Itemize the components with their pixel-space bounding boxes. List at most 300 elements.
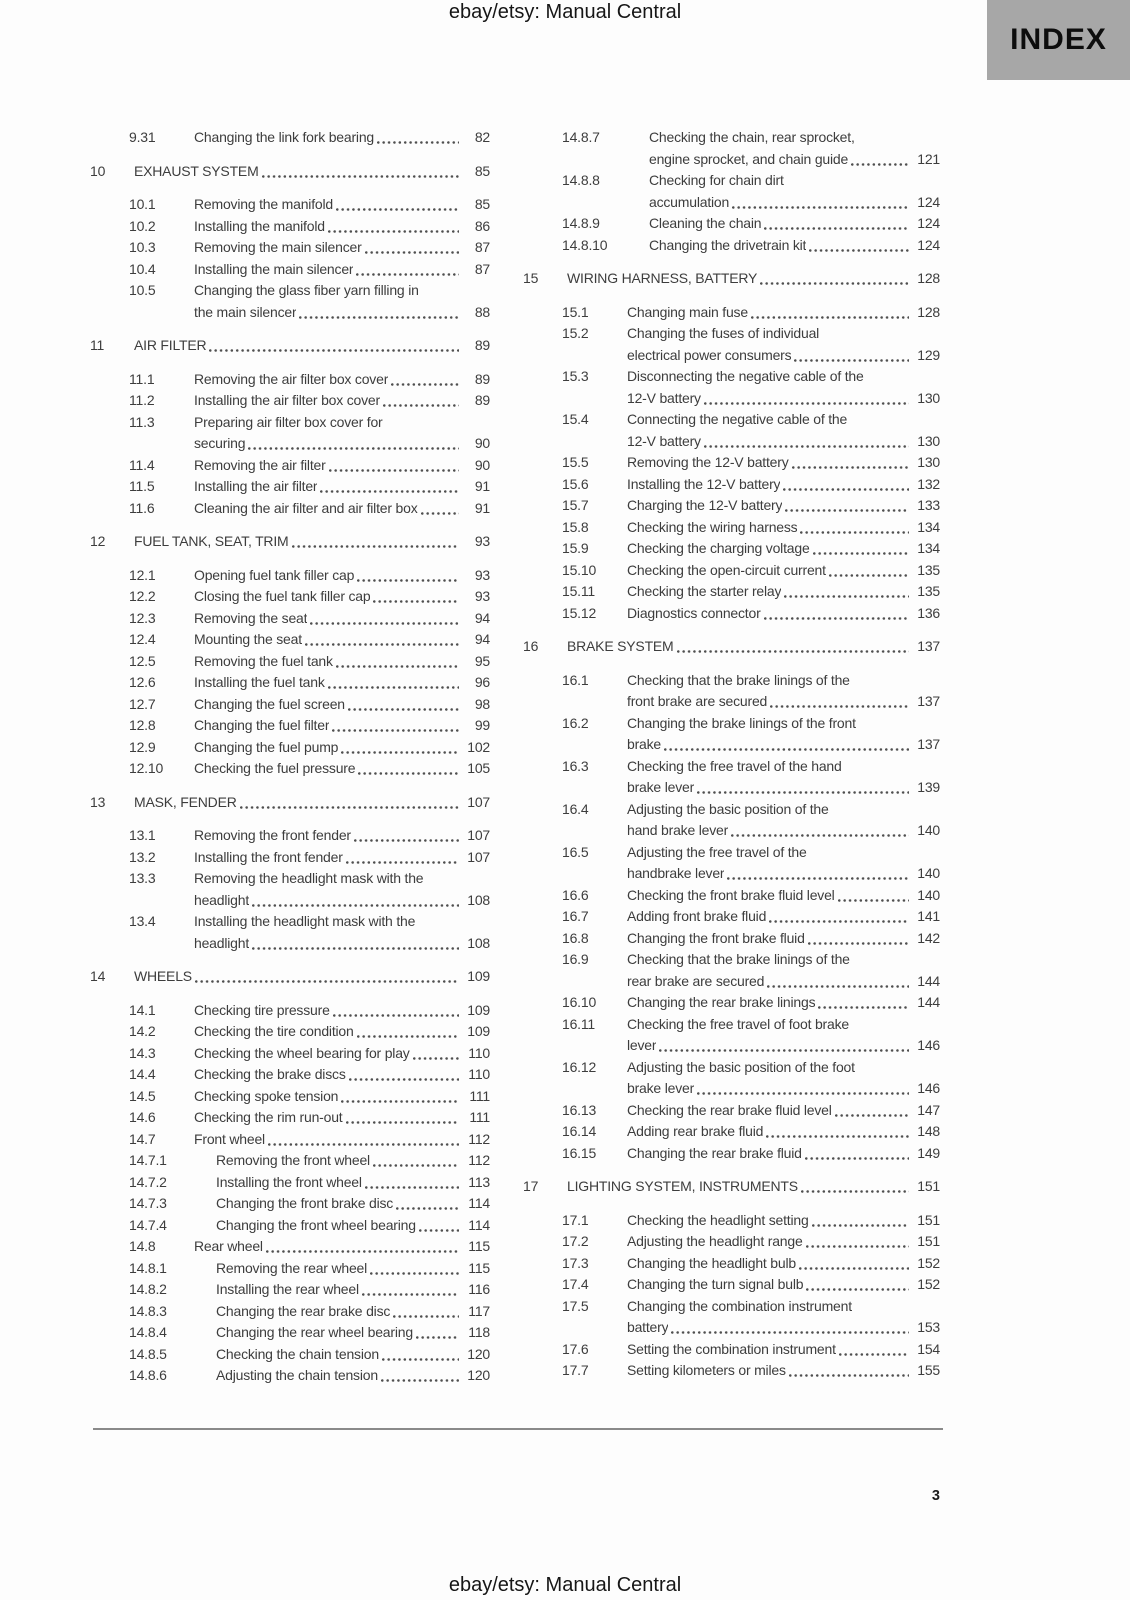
toc-entry	[90, 825, 490, 847]
toc-entry-title: 12-V battery	[627, 432, 701, 449]
toc-entry	[90, 369, 490, 391]
toc-entry-title: BRAKE SYSTEM	[567, 638, 674, 654]
toc-section-heading	[90, 335, 490, 357]
dot-leader	[805, 1157, 909, 1160]
toc-entry-content	[627, 603, 940, 625]
dot-leader	[809, 249, 909, 252]
toc-page-number: 124	[917, 215, 940, 231]
toc-page-number: 87	[474, 239, 490, 255]
toc-entry-number: 17.1	[562, 1211, 589, 1228]
toc-entry	[90, 737, 490, 759]
toc-entry-content	[194, 694, 490, 716]
toc-entry-number: 12.3	[129, 609, 156, 626]
toc-entry	[523, 906, 940, 928]
toc-entry-number: 15.11	[562, 583, 595, 599]
toc-entry-content	[567, 636, 940, 658]
toc-page-number: 139	[917, 779, 940, 795]
toc-entry-number: 15.10	[562, 561, 597, 578]
toc-entry-number: 17.4	[562, 1276, 589, 1292]
toc-entry	[90, 1064, 490, 1086]
toc-entry	[523, 495, 940, 517]
toc-entry	[523, 992, 940, 1014]
toc-page-number: 113	[468, 1173, 490, 1190]
toc-entry-number: 12.6	[129, 674, 156, 690]
toc-page-number: 108	[467, 891, 490, 908]
toc-entry-content	[194, 715, 490, 737]
toc-entry-title: Installing the 12-V battery	[627, 475, 781, 492]
toc-entry-content	[627, 928, 940, 950]
toc-page-number: 91	[474, 478, 490, 494]
toc-page-number: 111	[469, 1109, 490, 1125]
toc-page-number: 133	[917, 497, 940, 513]
toc-page-number: 108	[467, 934, 490, 951]
dot-leader	[341, 751, 459, 754]
toc-entry-title: Checking the wiring harness	[627, 518, 798, 535]
toc-entry-content	[194, 1086, 490, 1108]
toc-page-number: 128	[917, 270, 940, 286]
dot-leader	[381, 1379, 459, 1382]
toc-entry-title: Checking the chain tension	[216, 1345, 379, 1362]
toc-entry-title: front brake are secured	[627, 693, 768, 709]
dot-leader	[248, 447, 459, 450]
toc-entry-content	[627, 474, 940, 496]
dot-leader	[812, 1224, 909, 1227]
toc-entry	[90, 586, 490, 608]
toc-entry-content	[627, 1100, 940, 1122]
toc-entry-content	[216, 1365, 490, 1387]
toc-entry-number: 14.8.5	[129, 1345, 167, 1362]
toc-entry-number: 17.7	[562, 1362, 589, 1378]
toc-entry-number: 12.10	[129, 760, 164, 776]
toc-entry-title: Changing the fuel pump	[194, 738, 339, 755]
dot-leader	[799, 1267, 909, 1270]
dot-leader	[808, 942, 909, 945]
toc-page-number: 111	[469, 1087, 490, 1104]
toc-entry-title: Removing the manifold	[194, 196, 333, 212]
dot-leader	[396, 1207, 459, 1210]
toc-entry-title: Checking the fuel pressure	[194, 760, 356, 776]
toc-page-number: 149	[917, 1144, 940, 1161]
toc-entry-title: Adjusting the headlight range	[627, 1233, 803, 1249]
toc-entry-content	[194, 369, 490, 391]
toc-entry-content	[627, 1296, 940, 1339]
dot-leader	[413, 1057, 459, 1060]
toc-entry-number: 14.8.9	[562, 215, 600, 231]
toc-entry-title: the main silencer	[194, 303, 297, 320]
toc-entry-number: 11.4	[129, 456, 155, 473]
toc-entry-title: Checking the open-circuit current	[627, 561, 826, 578]
toc-page-number: 128	[917, 303, 940, 320]
toc-entry	[523, 1360, 940, 1382]
toc-entry-title: Changing the rear brake disc	[216, 1302, 391, 1319]
toc-entry-number: 14.8.8	[562, 172, 600, 188]
dot-leader	[365, 1186, 459, 1189]
toc-entry-number: 12.5	[129, 652, 156, 669]
dot-leader	[373, 1164, 459, 1167]
toc-page-number: 105	[467, 760, 490, 776]
toc-entry-title: 12-V battery	[627, 389, 701, 406]
toc-entry	[523, 603, 940, 625]
toc-page-number: 90	[474, 435, 490, 451]
toc-page-number: 89	[474, 370, 490, 387]
toc-entry-title: Diagnostics connector	[627, 604, 761, 621]
toc-entry-number: 14.8.6	[129, 1367, 167, 1383]
toc-entry-number: 14.2	[129, 1023, 156, 1039]
toc-page-number: 136	[917, 604, 940, 621]
toc-entry-number: 15.1	[562, 303, 589, 320]
toc-page-number: 109	[467, 968, 490, 984]
dot-leader	[785, 509, 909, 512]
page-header-title: ebay/etsy: Manual Central	[448, 1, 682, 23]
toc-entry	[523, 670, 940, 713]
toc-entry	[523, 323, 940, 366]
toc-page-number: 117	[468, 1302, 490, 1319]
toc-section-heading	[523, 636, 940, 658]
toc-page-number: 148	[917, 1123, 940, 1139]
toc-entry	[90, 1258, 490, 1280]
toc-entry	[523, 1210, 940, 1232]
toc-entry-title: Checking the rim run-out	[194, 1109, 343, 1125]
toc-entry-number: 17.2	[562, 1233, 589, 1249]
toc-entry-title: Removing the main silencer	[194, 239, 362, 255]
toc-entry-content	[216, 1193, 490, 1215]
toc-page-number: 102	[467, 738, 490, 755]
toc-entry-title: Changing the turn signal bulb	[627, 1276, 804, 1292]
toc-page-number: 140	[917, 822, 940, 838]
toc-entry-number: 11.6	[129, 499, 155, 516]
toc-entry-number: 14.8	[129, 1238, 156, 1254]
toc-page-number: 114	[468, 1195, 490, 1211]
toc-entry	[90, 1236, 490, 1258]
toc-page-number: 110	[468, 1066, 490, 1082]
toc-column-right	[523, 127, 940, 1382]
toc-entry	[523, 1014, 940, 1057]
dot-leader	[784, 595, 909, 598]
toc-page-number: 98	[474, 695, 490, 712]
toc-entry	[523, 1121, 940, 1143]
toc-entry-number: 11	[90, 337, 105, 353]
toc-entry-title: Checking the headlight setting	[627, 1211, 809, 1228]
toc-entry-content	[134, 335, 490, 357]
toc-entry-title: brake lever	[627, 779, 695, 795]
toc-entry-title: Removing the fuel tank	[194, 652, 333, 669]
toc-entry-title: Adding front brake fluid	[627, 908, 767, 924]
dot-leader	[252, 947, 459, 950]
toc-page-number: 151	[917, 1178, 940, 1194]
toc-entry-content	[627, 1253, 940, 1275]
toc-page-number: 89	[474, 392, 490, 408]
toc-page-number: 142	[917, 929, 940, 946]
toc-entry-title: Changing the brake linings of the front	[627, 714, 856, 731]
toc-page-number: 135	[917, 561, 940, 578]
dot-leader	[792, 466, 909, 469]
toc-entry-content	[134, 966, 490, 988]
dot-leader	[393, 1315, 459, 1318]
toc-entry-content	[194, 825, 490, 847]
dot-leader	[839, 1353, 909, 1356]
toc-entry-content	[627, 799, 940, 842]
toc-entry-number: 16.6	[562, 886, 589, 903]
toc-entry-number: 17.5	[562, 1297, 589, 1314]
toc-entry-content	[194, 1000, 490, 1022]
toc-entry-title: Installing the air filter	[194, 478, 318, 494]
toc-entry-content	[194, 758, 490, 780]
toc-entry-content	[627, 560, 940, 582]
toc-entry-number: 14.8.7	[562, 129, 600, 145]
toc-entry-number: 14.7.4	[129, 1216, 167, 1233]
toc-entry-content	[627, 885, 940, 907]
toc-entry	[523, 452, 940, 474]
toc-entry-title: Mounting the seat	[194, 631, 302, 647]
toc-entry-number: 12.2	[129, 588, 156, 604]
toc-entry-number: 15.12	[562, 604, 597, 621]
toc-page-number: 120	[467, 1345, 490, 1362]
dot-leader	[354, 839, 459, 842]
toc-entry	[523, 1100, 940, 1122]
toc-entry-number: 10.1	[129, 196, 156, 212]
toc-page-number: 132	[917, 475, 940, 492]
dot-leader	[764, 227, 909, 230]
toc-section-heading	[90, 531, 490, 553]
page-footer-title: ebay/etsy: Manual Central	[448, 1574, 682, 1596]
toc-entry	[523, 842, 940, 885]
toc-entry-number: 15.5	[562, 454, 589, 470]
toc-entry-content	[627, 906, 940, 928]
toc-page-number: 124	[917, 193, 940, 210]
toc-entry-title: Checking that the brake linings of the	[627, 951, 850, 967]
toc-entry-content	[194, 498, 490, 520]
toc-entry-title: Checking the free travel of foot brake	[627, 1015, 849, 1032]
toc-entry-number: 15.4	[562, 411, 589, 427]
dot-leader	[383, 404, 459, 407]
dot-leader	[332, 729, 459, 732]
toc-page-number: 110	[468, 1044, 490, 1061]
toc-entry-title: LIGHTING SYSTEM, INSTRUMENTS	[567, 1178, 798, 1194]
toc-entry-title: Checking the starter relay	[627, 583, 782, 599]
toc-entry-content	[194, 280, 490, 323]
toc-entry-number: 14	[90, 968, 106, 984]
toc-entry-content	[194, 412, 490, 455]
dot-leader	[382, 1358, 459, 1361]
toc-page-number: 129	[917, 346, 940, 363]
toc-entry-content	[216, 1344, 490, 1366]
toc-entry-content	[194, 1107, 490, 1129]
toc-entry-title: hand brake lever	[627, 822, 729, 838]
toc-entry	[90, 1086, 490, 1108]
toc-page-number: 112	[468, 1130, 490, 1147]
toc-entry	[90, 498, 490, 520]
toc-entry-title: rear brake are secured	[627, 972, 765, 989]
toc-entry-title: Setting the combination instrument	[627, 1340, 836, 1357]
toc-page-number: 85	[474, 162, 490, 179]
toc-page-number: 144	[917, 994, 940, 1010]
dot-leader	[801, 1190, 909, 1193]
toc-page-number: 134	[917, 540, 940, 556]
toc-entry-title: Installing the front fender	[194, 848, 343, 865]
toc-entry-title: Connecting the negative cable of the	[627, 411, 848, 427]
dot-leader	[789, 1374, 909, 1377]
toc-page-number: 153	[917, 1319, 940, 1335]
toc-entry-title: Charging the 12-V battery	[627, 497, 783, 513]
toc-entry	[90, 1172, 490, 1194]
dot-leader	[770, 705, 909, 708]
dot-leader	[209, 349, 459, 352]
dot-leader	[419, 1229, 459, 1232]
dot-leader	[838, 899, 909, 902]
toc-entry-number: 14.3	[129, 1044, 156, 1061]
dot-leader	[835, 1114, 909, 1117]
toc-entry-content	[194, 911, 490, 954]
toc-entry-content	[649, 170, 940, 213]
dot-leader	[328, 686, 459, 689]
toc-entry-content	[194, 216, 490, 238]
toc-entry-number: 16.10	[562, 994, 597, 1010]
toc-page-number: 146	[917, 1037, 940, 1053]
toc-entry-title: Changing the glass fiber yarn filling in	[194, 282, 419, 298]
toc-entry-title: Adjusting the basic position of the	[627, 800, 829, 817]
toc-entry-title: Changing the fuses of individual	[627, 325, 820, 341]
toc-entry-number: 9.31	[129, 129, 156, 145]
dot-leader	[370, 1272, 459, 1275]
dot-leader	[664, 748, 909, 751]
toc-page-number: 86	[474, 217, 490, 234]
toc-entry-content	[627, 1210, 940, 1232]
toc-entry-title: Rear wheel	[194, 1238, 263, 1254]
dot-leader	[751, 316, 909, 319]
toc-page-number: 147	[917, 1101, 940, 1118]
toc-entry-content	[194, 1021, 490, 1043]
toc-entry-title: engine sprocket, and chain guide	[649, 150, 849, 167]
toc-entry	[523, 517, 940, 539]
toc-page-number: 89	[474, 337, 490, 353]
index-tab-label: INDEX	[1010, 23, 1107, 56]
toc-entry	[523, 928, 940, 950]
toc-section-heading	[90, 792, 490, 814]
toc-entry-title: Changing the drivetrain kit	[649, 236, 807, 253]
dot-leader	[704, 402, 909, 405]
toc-entry-content	[194, 737, 490, 759]
dot-leader	[659, 1049, 909, 1052]
toc-page-number: 130	[917, 389, 940, 406]
toc-entry-number: 16.13	[562, 1101, 597, 1118]
toc-entry-content	[194, 868, 490, 911]
toc-entry	[90, 1215, 490, 1237]
toc-page-number: 93	[474, 588, 490, 604]
toc-entry	[523, 409, 940, 452]
toc-entry-title: Installing the manifold	[194, 217, 325, 234]
toc-entry	[523, 949, 940, 992]
toc-entry-content	[627, 949, 940, 992]
toc-entry	[90, 194, 490, 216]
toc-page-number: 152	[917, 1276, 940, 1292]
toc-page-number: 116	[468, 1281, 490, 1297]
dot-leader	[346, 861, 459, 864]
toc-page-number: 151	[917, 1233, 940, 1249]
dot-leader	[268, 1143, 459, 1146]
toc-entry-title: headlight	[194, 934, 250, 951]
toc-entry-content	[627, 581, 940, 603]
toc-entry-title: brake lever	[627, 1080, 695, 1096]
toc-entry-title: Closing the fuel tank filler cap	[194, 588, 371, 604]
toc-entry-content	[627, 842, 940, 885]
toc-entry-content	[216, 1150, 490, 1172]
toc-entry-number: 17.6	[562, 1340, 589, 1357]
toc-entry-content	[627, 992, 940, 1014]
dot-leader	[764, 617, 909, 620]
dot-leader	[356, 273, 459, 276]
toc-entry	[523, 127, 940, 170]
toc-entry	[90, 672, 490, 694]
toc-page-number: 87	[474, 260, 490, 277]
toc-entry-title: Changing the fuel filter	[194, 717, 330, 733]
toc-entry-number: 14.8.1	[129, 1259, 167, 1276]
toc-entry-number: 16.7	[562, 908, 589, 924]
toc-entry-content	[194, 1236, 490, 1258]
dot-leader	[266, 1250, 459, 1253]
dot-leader	[320, 490, 459, 493]
toc-page-number: 124	[917, 236, 940, 253]
toc-entry	[523, 1253, 940, 1275]
toc-entry-number: 14.7.1	[129, 1152, 167, 1168]
toc-entry-content	[627, 1274, 940, 1296]
toc-page-number: 107	[467, 848, 490, 865]
toc-entry-title: Removing the rear wheel	[216, 1259, 368, 1276]
toc-entry-title: brake	[627, 736, 662, 752]
dot-leader	[391, 383, 459, 386]
toc-entry-number: 13.2	[129, 848, 156, 865]
toc-entry-number: 13.4	[129, 913, 156, 929]
dot-leader	[357, 579, 459, 582]
dot-leader	[794, 359, 909, 362]
toc-section-heading	[523, 1176, 940, 1198]
toc-page-number: 82	[474, 129, 490, 145]
dot-leader	[697, 1092, 909, 1095]
toc-entry-content	[627, 409, 940, 452]
dot-leader	[362, 1293, 459, 1296]
toc-entry-content	[134, 792, 490, 814]
toc-entry-number: 14.5	[129, 1087, 156, 1104]
dot-leader	[329, 469, 459, 472]
toc-entry-number: 10.2	[129, 217, 156, 234]
toc-page-number: 91	[474, 499, 490, 516]
toc-entry-title: Checking the free travel of the hand	[627, 757, 842, 774]
toc-entry	[90, 1000, 490, 1022]
toc-entry	[90, 237, 490, 259]
toc-page-number: 94	[474, 631, 490, 647]
toc-page-number: 93	[474, 533, 490, 549]
toc-section-heading	[90, 161, 490, 183]
toc-entry-number: 11.5	[129, 478, 155, 494]
toc-entry	[90, 847, 490, 869]
toc-entry-number: 14.8.2	[129, 1281, 167, 1297]
toc-entry	[90, 1322, 490, 1344]
dot-leader	[818, 1006, 909, 1009]
toc-page-number: 152	[917, 1254, 940, 1271]
dot-leader	[704, 445, 909, 448]
toc-page-number: 137	[917, 693, 940, 709]
toc-entry-title: Changing the front brake disc	[216, 1195, 394, 1211]
toc-entry-number: 12	[90, 533, 106, 549]
toc-entry	[90, 608, 490, 630]
toc-entry-number: 15.8	[562, 518, 589, 535]
toc-entry	[90, 1021, 490, 1043]
toc-entry	[90, 1129, 490, 1151]
toc-entry-content	[194, 565, 490, 587]
toc-page-number: 94	[474, 609, 490, 626]
toc-entry	[523, 1296, 940, 1339]
toc-entry-number: 15.9	[562, 540, 589, 556]
toc-entry-title: Adjusting the chain tension	[216, 1367, 378, 1383]
